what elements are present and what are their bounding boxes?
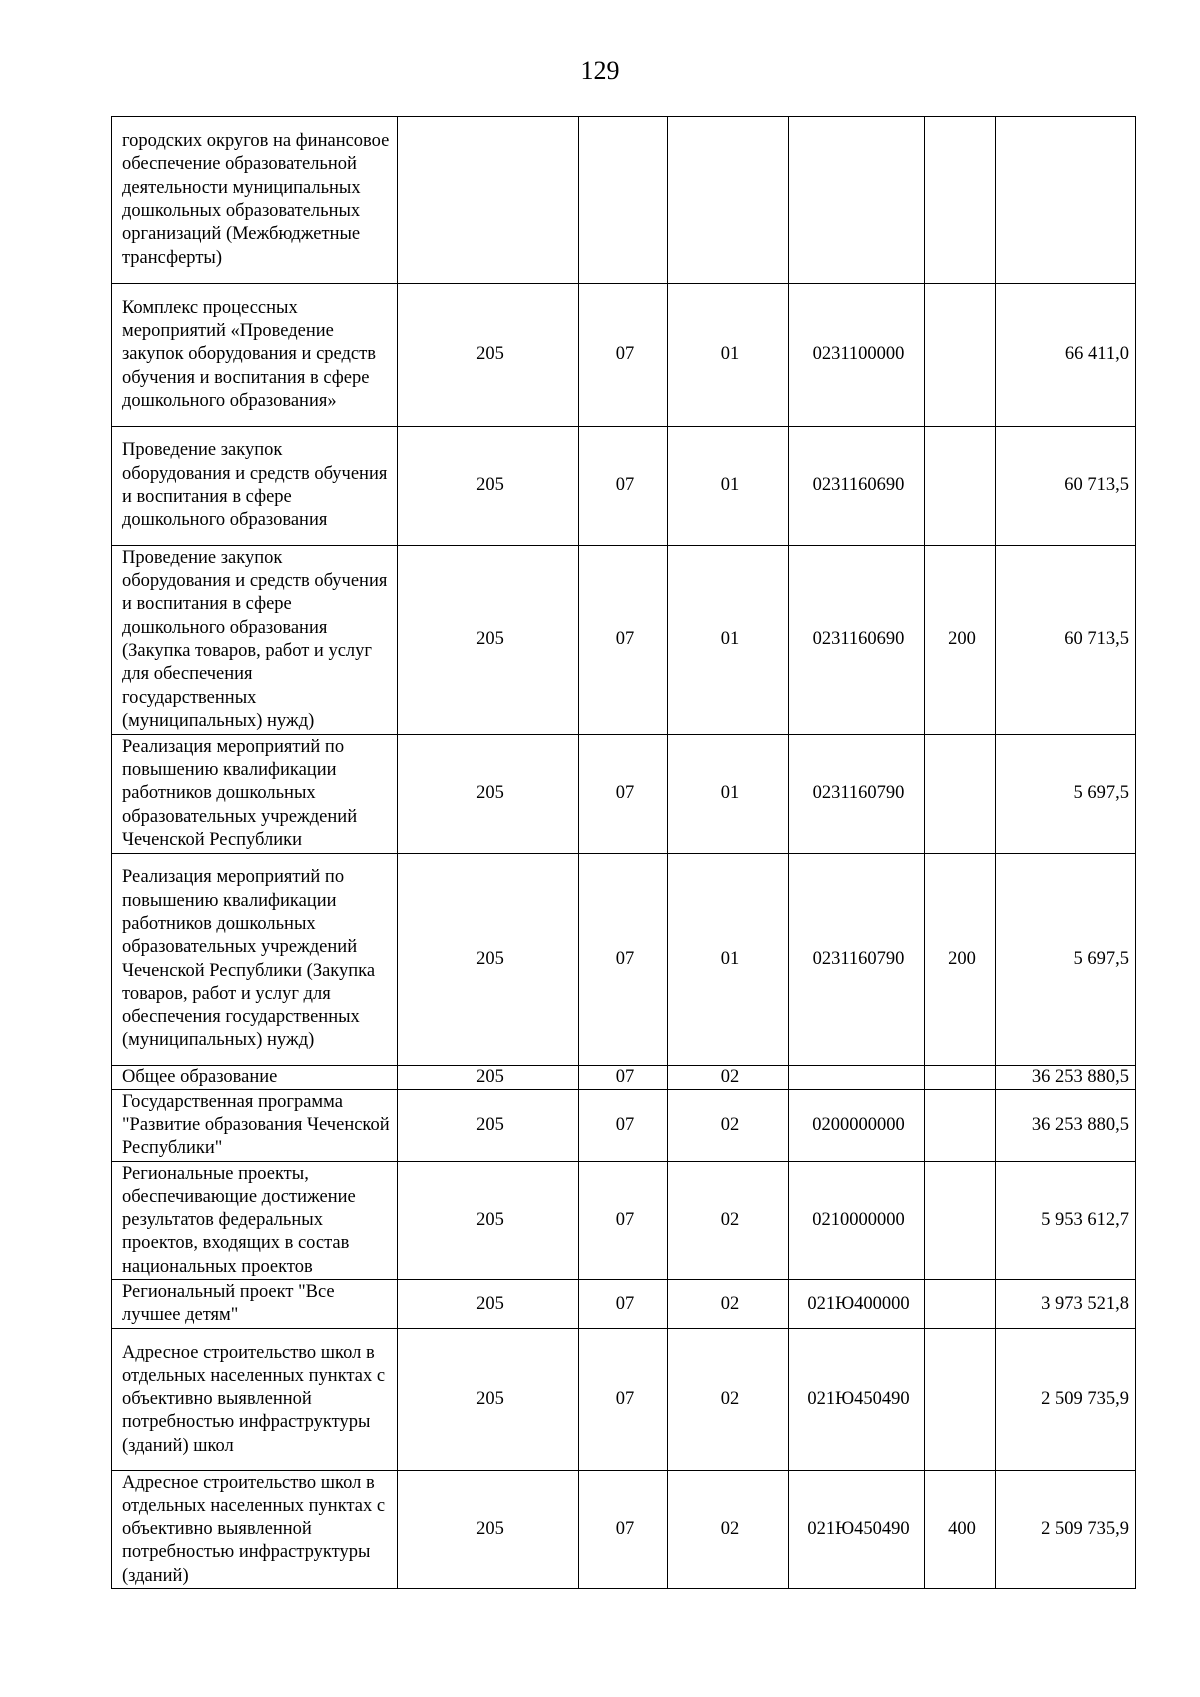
expense-type-cell: 200: [925, 854, 996, 1066]
expense-type-cell: 400: [925, 1471, 996, 1589]
ministry-code-cell: 205: [398, 427, 579, 546]
amount-cell: 36 253 880,5: [996, 1066, 1136, 1090]
expense-type-cell: [925, 1280, 996, 1329]
amount-cell: 2 509 735,9: [996, 1329, 1136, 1471]
name-cell: Реализация мероприятий по повышению квалификации работников дошкольных образовательных учреждений Чеченской Республики: [112, 735, 398, 854]
section-code-cell: 07: [579, 546, 668, 735]
ministry-code-cell: 205: [398, 854, 579, 1066]
amount-cell: 36 253 880,5: [996, 1090, 1136, 1162]
name-cell: Общее образование: [112, 1066, 398, 1090]
section-code-cell: 07: [579, 854, 668, 1066]
target-article-cell: 0210000000: [789, 1162, 925, 1280]
table-row: [112, 1471, 1136, 1589]
section-code-cell: 07: [579, 1329, 668, 1471]
amount-cell: 66 411,0: [996, 284, 1136, 427]
target-article-cell: 021Ю450490: [789, 1329, 925, 1471]
subsection-code-cell: 02: [668, 1090, 789, 1162]
ministry-code-cell: 205: [398, 1066, 579, 1090]
table-row: [112, 546, 1136, 735]
target-article-cell: 021Ю400000: [789, 1280, 925, 1329]
target-article-cell: 0200000000: [789, 1090, 925, 1162]
ministry-code-cell: 205: [398, 1329, 579, 1471]
section-code-cell: 07: [579, 735, 668, 854]
amount-cell: 3 973 521,8: [996, 1280, 1136, 1329]
amount-cell: 60 713,5: [996, 546, 1136, 735]
ministry-code-cell: 205: [398, 1280, 579, 1329]
subsection-code-cell: 02: [668, 1329, 789, 1471]
table-row: [112, 854, 1136, 1066]
name-cell: Проведение закупок оборудования и средств обучения и воспитания в сфере дошкольного образования (Закупка товаров, работ и услуг для обеспечения государственных (муниципальных) нужд): [112, 546, 398, 735]
subsection-code-cell: [668, 117, 789, 284]
ministry-code-cell: 205: [398, 284, 579, 427]
subsection-code-cell: 01: [668, 735, 789, 854]
ministry-code-cell: 205: [398, 546, 579, 735]
expense-type-cell: [925, 284, 996, 427]
target-article-cell: 0231160690: [789, 546, 925, 735]
table-row: [112, 1329, 1136, 1471]
expense-type-cell: 200: [925, 546, 996, 735]
table-row: [112, 284, 1136, 427]
subsection-code-cell: 01: [668, 284, 789, 427]
section-code-cell: 07: [579, 1471, 668, 1589]
name-cell: Реализация мероприятий по повышению квалификации работников дошкольных образовательных учреждений Чеченской Республики (Закупка товаров, работ и услуг для обеспечения государственных (муниципальных) нужд): [112, 854, 398, 1066]
subsection-code-cell: 02: [668, 1066, 789, 1090]
page-number: 129: [580, 56, 620, 85]
section-code-cell: 07: [579, 1162, 668, 1280]
name-cell: Адресное строительство школ в отдельных населенных пунктах с объективно выявленной потребностью инфраструктуры (зданий) школ: [112, 1329, 398, 1471]
section-code-cell: [579, 117, 668, 284]
expense-type-cell: [925, 1162, 996, 1280]
ministry-code-cell: 205: [398, 735, 579, 854]
amount-cell: 2 509 735,9: [996, 1471, 1136, 1589]
expense-type-cell: [925, 117, 996, 284]
target-article-cell: 021Ю450490: [789, 1471, 925, 1589]
ministry-code-cell: [398, 117, 579, 284]
section-code-cell: 07: [579, 1090, 668, 1162]
table-row: [112, 1280, 1136, 1329]
target-article-cell: [789, 117, 925, 284]
section-code-cell: 07: [579, 427, 668, 546]
expense-type-cell: [925, 427, 996, 546]
name-cell: Государственная программа "Развитие образования Чеченской Республики": [112, 1090, 398, 1162]
table-row: [112, 1066, 1136, 1090]
target-article-cell: [789, 1066, 925, 1090]
name-cell: городских округов на финансовое обеспечение образовательной деятельности муниципальных дошкольных образовательных организаций (Межбюджетные трансферты): [112, 117, 398, 284]
expense-type-cell: [925, 1329, 996, 1471]
target-article-cell: 0231100000: [789, 284, 925, 427]
amount-cell: 60 713,5: [996, 427, 1136, 546]
amount-cell: 5 953 612,7: [996, 1162, 1136, 1280]
name-cell: Адресное строительство школ в отдельных населенных пунктах с объективно выявленной потребностью инфраструктуры (зданий): [112, 1471, 398, 1589]
subsection-code-cell: 01: [668, 427, 789, 546]
expense-type-cell: [925, 735, 996, 854]
ministry-code-cell: 205: [398, 1090, 579, 1162]
amount-cell: 5 697,5: [996, 854, 1136, 1066]
budget-table: [111, 116, 1136, 1589]
ministry-code-cell: 205: [398, 1471, 579, 1589]
section-code-cell: 07: [579, 1280, 668, 1329]
table-row: [112, 427, 1136, 546]
name-cell: Региональные проекты, обеспечивающие достижение результатов федеральных проектов, входящих в состав национальных проектов: [112, 1162, 398, 1280]
section-code-cell: 07: [579, 1066, 668, 1090]
name-cell: Проведение закупок оборудования и средств обучения и воспитания в сфере дошкольного образования: [112, 427, 398, 546]
subsection-code-cell: 02: [668, 1471, 789, 1589]
table-row: [112, 1090, 1136, 1162]
amount-cell: [996, 117, 1136, 284]
table-row: [112, 117, 1136, 284]
target-article-cell: 0231160690: [789, 427, 925, 546]
target-article-cell: 0231160790: [789, 854, 925, 1066]
subsection-code-cell: 02: [668, 1162, 789, 1280]
expense-type-cell: [925, 1090, 996, 1162]
ministry-code-cell: 205: [398, 1162, 579, 1280]
table-row: [112, 1162, 1136, 1280]
subsection-code-cell: 02: [668, 1280, 789, 1329]
target-article-cell: 0231160790: [789, 735, 925, 854]
table-row: [112, 735, 1136, 854]
subsection-code-cell: 01: [668, 546, 789, 735]
expense-type-cell: [925, 1066, 996, 1090]
table-body: [112, 117, 1136, 1589]
subsection-code-cell: 01: [668, 854, 789, 1066]
amount-cell: 5 697,5: [996, 735, 1136, 854]
section-code-cell: 07: [579, 284, 668, 427]
name-cell: Региональный проект "Все лучшее детям": [112, 1280, 398, 1329]
name-cell: Комплекс процессных мероприятий «Проведение закупок оборудования и средств обучения и воспитания в сфере дошкольного образования»: [112, 284, 398, 427]
